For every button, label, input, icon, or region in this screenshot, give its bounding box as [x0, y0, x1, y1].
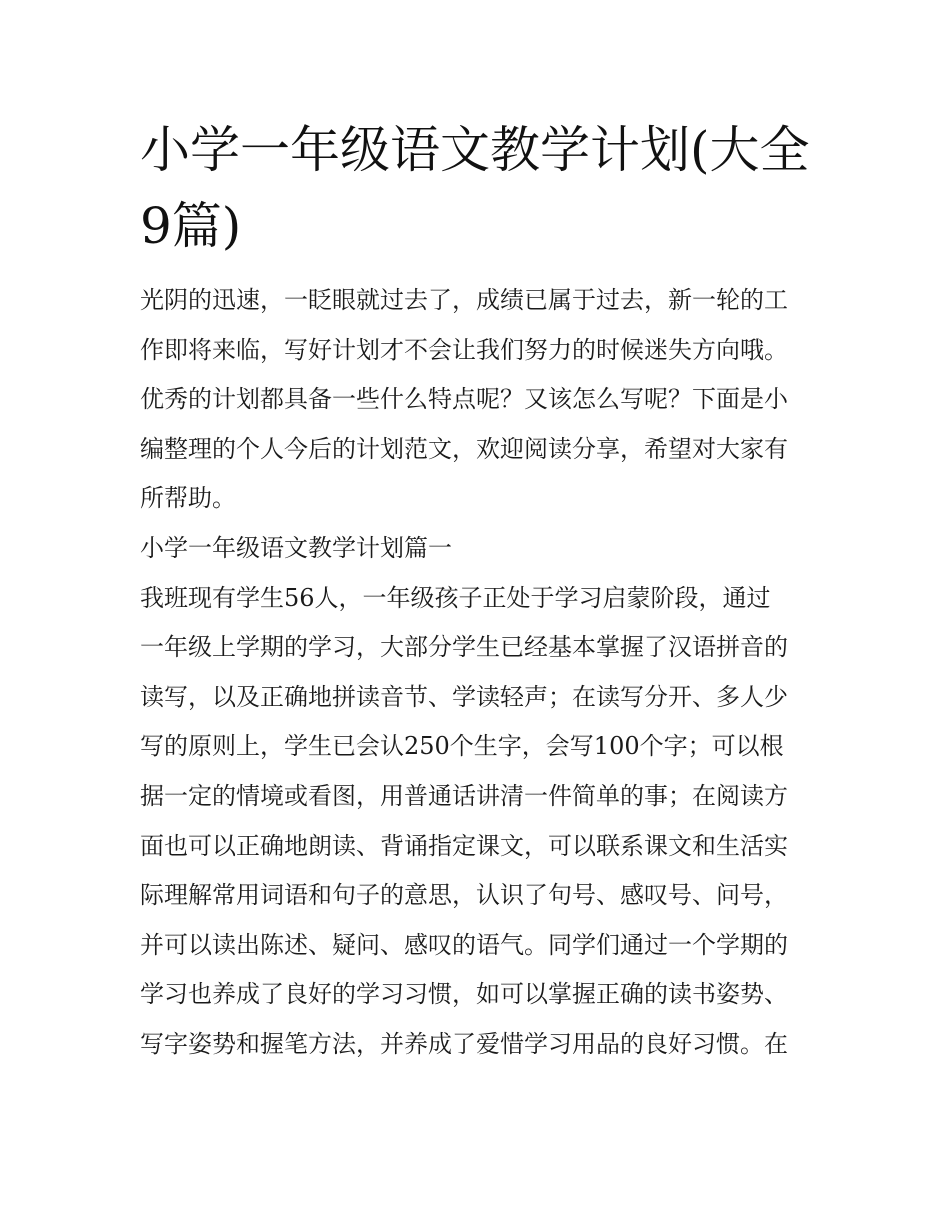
- section-line-2: 一年级上学期的学习，大部分学生已经基本掌握了汉语拼音的: [140, 633, 788, 662]
- intro-line-5: 所帮助。: [140, 484, 236, 513]
- intro-line-4: 编整理的个人今后的计划范文，欢迎阅读分享，希望对大家有: [140, 434, 788, 463]
- section-line-7: 际理解常用词语和句子的意思，认识了句号、感叹号、问号，: [140, 881, 788, 910]
- section-line-8: 并可以读出陈述、疑问、感叹的语气。同学们通过一个学期的: [140, 930, 788, 959]
- intro-line-2: 作即将来临，写好计划才不会让我们努力的时候迷失方向哦。: [140, 335, 788, 364]
- intro-line-1: 光阴的迅速，一眨眼就过去了，成绩已属于过去，新一轮的工: [140, 286, 788, 314]
- section-line-10: 写字姿势和握笔方法，并养成了爱惜学习用品的良好习惯。在: [140, 1029, 788, 1058]
- section-line-4: 写的原则上，学生已会认250个生字，会写100个字；可以根: [140, 732, 784, 761]
- section-line-6: 面也可以正确地朗读、背诵指定课文，可以联系课文和生活实: [140, 831, 788, 860]
- title-line-1: 小学一年级语文教学计划(大全: [140, 121, 810, 179]
- document-body: [140, 276, 820, 1070]
- document-title: [140, 112, 820, 264]
- section-line-3: 读写，以及正确地拼读音节、学读轻声；在读写分开、多人少: [140, 682, 788, 711]
- intro-line-3: 优秀的计划都具备一些什么特点呢？又该怎么写呢？下面是小: [140, 385, 788, 414]
- section-heading: 小学一年级语文教学计划篇一: [140, 533, 452, 562]
- title-line-2: 9篇): [140, 197, 242, 255]
- section-line-5: 据一定的情境或看图，用普通话讲清一件简单的事；在阅读方: [140, 781, 788, 810]
- section-line-9: 学习也养成了良好的学习习惯，如可以掌握正确的读书姿势、: [140, 980, 788, 1009]
- section-line-1: 我班现有学生56人，一年级孩子正处于学习启蒙阶段，通过: [140, 583, 771, 612]
